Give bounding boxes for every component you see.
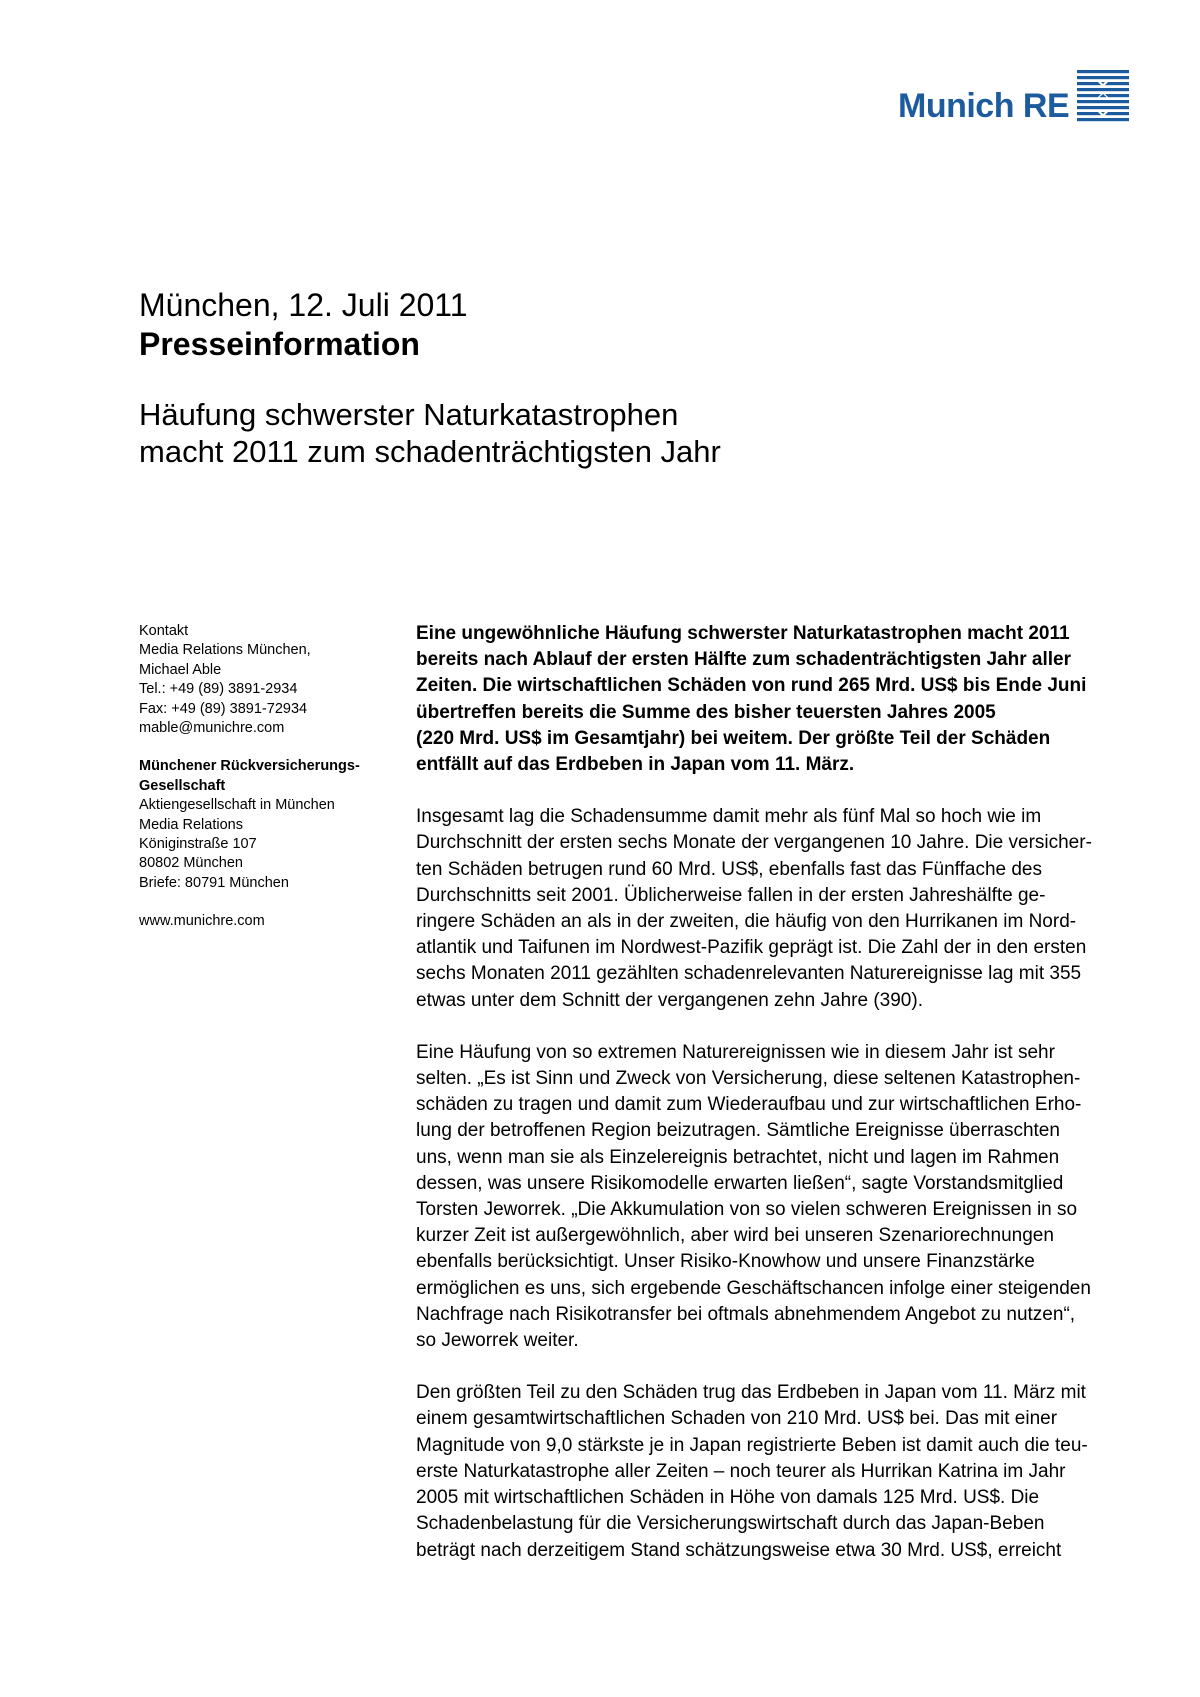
- contact-sidebar: [139, 622, 379, 932]
- text-line: bereits nach Ablauf der ersten Hälfte zum schadenträchtigsten Jahr aller: [416, 649, 1071, 671]
- text-line: Eine Häufung von so extremen Naturereignissen wie in diesem Jahr ist sehr: [416, 1041, 1055, 1063]
- company-postal: Briefe: 80791 München: [139, 874, 289, 891]
- contact-email[interactable]: mable@munichre.com: [139, 720, 285, 737]
- body-paragraph-3: [416, 1380, 1146, 1563]
- text-line: ebenfalls berücksichtigt. Unser Risiko-Knowhow und unsere Finanzstärke: [416, 1251, 1035, 1273]
- lead-paragraph: [416, 621, 1146, 778]
- contact-person: Michael Able: [139, 661, 222, 678]
- headline: [139, 396, 721, 470]
- text-line: Eine ungewöhnliche Häufung schwerster Naturkatastrophen macht 2011: [416, 623, 1070, 644]
- text-line: Magnitude von 9,0 stärkste je in Japan registrierte Beben ist damit auch die teu-: [416, 1434, 1088, 1456]
- munich-re-logo-mark-icon: [1077, 70, 1129, 126]
- text-line: Schadenbelastung für die Versicherungswirtschaft durch das Japan-Beben: [416, 1513, 1045, 1535]
- text-line: etwas unter dem Schnitt der vergangenen zehn Jahre (390).: [416, 989, 923, 1011]
- text-line: Durchschnitt der ersten sechs Monate der vergangenen 10 Jahre. Die versicher-: [416, 832, 1092, 854]
- company-legal-form: Aktiengesellschaft in München: [139, 797, 335, 814]
- company-city: 80802 München: [139, 855, 243, 872]
- text-line: Den größten Teil zu den Schäden trug das Erdbeben in Japan vom 11. März mit: [416, 1382, 1086, 1404]
- text-line: Torsten Jeworrek. „Die Akkumulation von so vielen schweren Ereignissen in so: [416, 1199, 1078, 1221]
- contact-phone: Tel.: +49 (89) 3891-2934: [139, 681, 298, 698]
- text-line: beträgt nach derzeitigem Stand schätzungsweise etwa 30 Mrd. US$, erreicht: [416, 1539, 1062, 1561]
- text-line: (220 Mrd. US$ im Gesamtjahr) bei weitem. Der größte Teil der Schäden: [416, 727, 1051, 749]
- body-paragraph-2: [416, 1040, 1146, 1354]
- text-line: sechs Monaten 2011 gezählten schadenrelevanten Naturereignisse lag mit 355: [416, 963, 1082, 985]
- text-line: schäden zu tragen und damit zum Wiederaufbau und zur wirtschaftlichen Erho-: [416, 1094, 1082, 1116]
- text-line: ringere Schäden an als in der zweiten, die häufig von den Hurrikanen im Nord-: [416, 911, 1077, 933]
- text-line: atlantik und Taifunen im Nordwest-Pazifik geprägt ist. Die Zahl der in den ersten: [416, 937, 1087, 959]
- text-line: Zeiten. Die wirtschaftlichen Schäden von rund 265 Mrd. US$ bis Ende Juni: [416, 675, 1087, 697]
- logo-text: Munich RE: [898, 86, 1070, 125]
- text-line: übertreffen bereits die Summe des bisher teuersten Jahres 2005: [416, 701, 996, 723]
- text-line: so Jeworrek weiter.: [416, 1330, 579, 1352]
- text-line: ermöglichen es uns, sich ergebende Geschäftschancen infolge einer steigenden: [416, 1277, 1091, 1299]
- text-line: entfällt auf das Erdbeben in Japan vom 11. März.: [416, 754, 855, 776]
- contact-heading: Kontakt: [139, 623, 189, 639]
- press-release-body: [416, 621, 1146, 1564]
- headline-line: macht 2011 zum schadenträchtigsten Jahr: [139, 434, 721, 469]
- text-line: kurzer Zeit ist außergewöhnlich, aber wird bei unseren Szenariorechnungen: [416, 1225, 1054, 1247]
- body-paragraph-1: [416, 804, 1146, 1014]
- text-line: Durchschnitts seit 2001. Üblicherweise fallen in der ersten Jahreshälfte ge-: [416, 884, 1046, 906]
- text-line: lung der betroffenen Region beizutragen. Sämtliche Ereignisse überraschten: [416, 1120, 1060, 1142]
- contact-fax: Fax: +49 (89) 3891-72934: [139, 700, 308, 717]
- text-line: Insgesamt lag die Schadensumme damit mehr als fünf Mal so hoch wie im: [416, 806, 1042, 828]
- company-name: Gesellschaft: [139, 777, 226, 794]
- munich-re-logo: [898, 70, 1129, 126]
- company-department: Media Relations: [139, 816, 243, 833]
- text-line: dessen, was unsere Risikomodelle erwarten ließen“, sagte Vorstandsmitglied: [416, 1172, 1064, 1194]
- text-line: erste Naturkatastrophe aller Zeiten – noch teurer als Hurrikan Katrina im Jahr: [416, 1460, 1066, 1482]
- press-label: Presseinformation: [139, 326, 420, 362]
- text-line: ten Schäden betrugen rund 60 Mrd. US$, ebenfalls fast das Fünffache des: [416, 858, 1042, 880]
- text-line: einem gesamtwirtschaftlichen Schaden von 210 Mrd. US$ bei. Das mit einer: [416, 1408, 1058, 1430]
- place-date: München, 12. Juli 2011: [139, 287, 468, 323]
- text-line: selten. „Es ist Sinn und Zweck von Versicherung, diese seltenen Katastrophen-: [416, 1068, 1081, 1090]
- company-name: Münchener Rückversicherungs-: [139, 758, 360, 775]
- website-link[interactable]: www.munichre.com: [139, 913, 265, 930]
- press-header: [139, 286, 468, 364]
- contact-department: Media Relations München,: [139, 642, 311, 659]
- text-line: uns, wenn man sie als Einzelereignis betrachtet, nicht und lagen im Rahmen: [416, 1146, 1060, 1168]
- headline-line: Häufung schwerster Naturkatastrophen: [139, 397, 679, 432]
- text-line: 2005 mit wirtschaftlichen Schäden in Höhe von damals 125 Mrd. US$. Die: [416, 1487, 1040, 1509]
- company-street: Königinstraße 107: [139, 836, 257, 853]
- text-line: Nachfrage nach Risikotransfer bei oftmals abnehmendem Angebot zu nutzen“,: [416, 1303, 1076, 1325]
